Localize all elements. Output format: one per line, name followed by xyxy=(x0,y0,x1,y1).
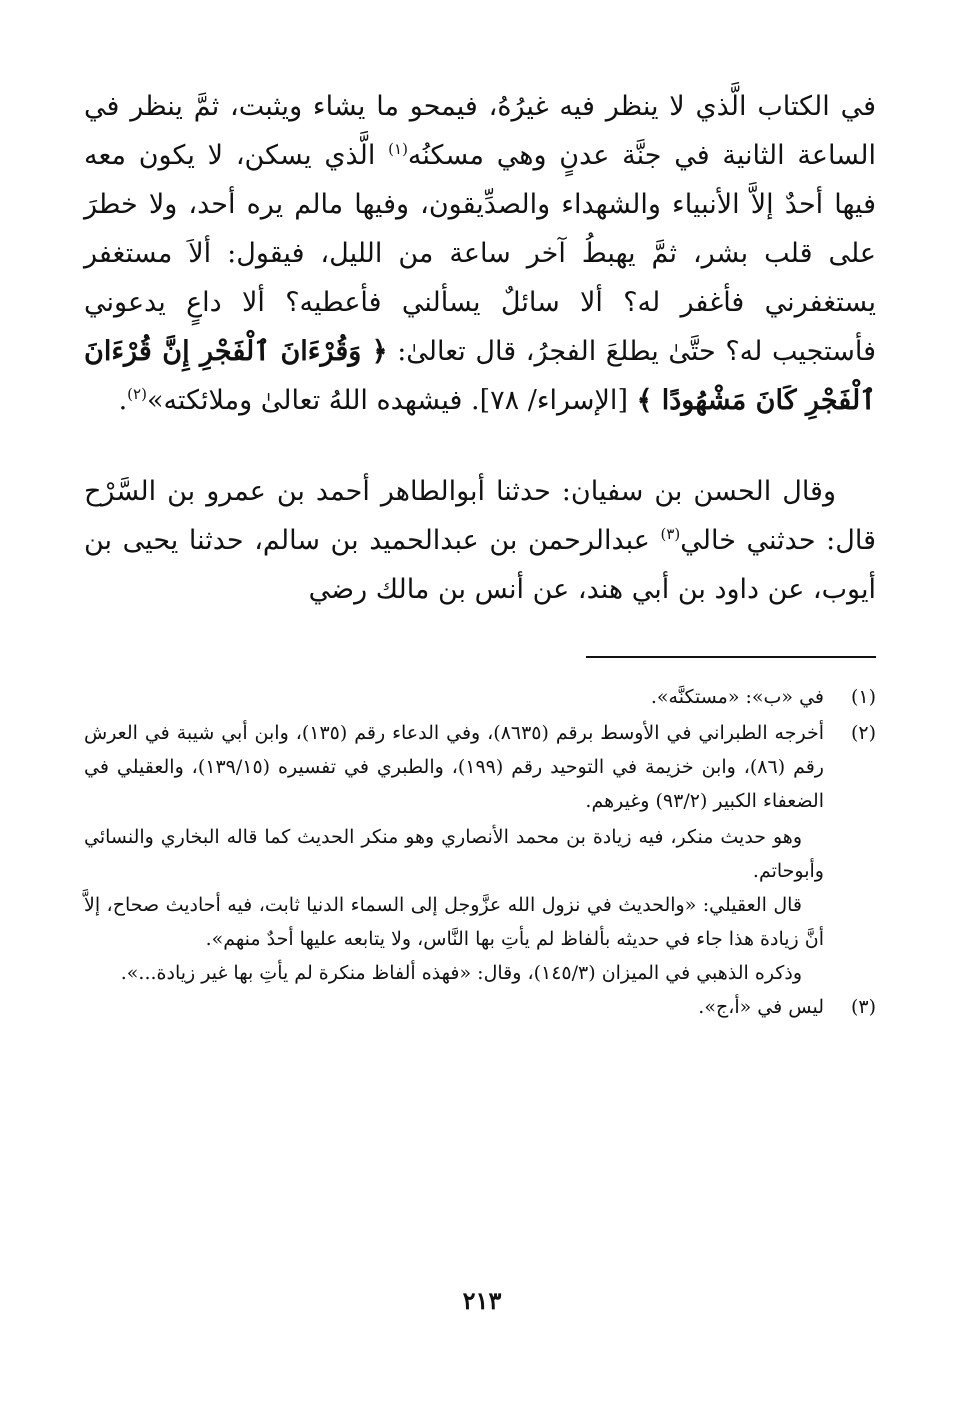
paragraph-1-text-b: الَّذي يسكن، لا يكون معه فيها أحدٌ إلاَّ الأنبياء والشهداء والصدِّيقون، وفيها مالم يره أحد، ولا خطرَ على قلب بشر، ثمَّ يهبطُ آخر ساعة من الليل، فيقول: ألاَ مستغفر يستغفرني فأغفر له؟ ألا سائلٌ يسألني فأعطيه؟ ألا داعٍ يدعوني فأستجيب له؟ حتَّىٰ يطلعَ الفجرُ، قال تعالىٰ: xyxy=(84,140,876,367)
footnote-2-continuation-1: وهو حديث منكر، فيه زيادة بن محمد الأنصاري وهو منكر الحديث كما قاله البخاري والنسائي وأبوحاتم. xyxy=(84,826,824,882)
body-paragraph-2 xyxy=(84,467,876,614)
footnote-number: (٣) xyxy=(850,996,876,1018)
footnote-separator xyxy=(586,656,876,658)
footnote-text: أخرجه الطبراني في الأوسط برقم (٨٦٣٥)، وفي الدعاء رقم (١٣٥)، وابن أبي شيبة في العرش رقم (٨٦)، وابن خزيمة في التوحيد رقم (١٩٩)، والطبري في تفسيره (١٣٩/١٥)، والعقيلي في الضعفاء الكبير (٩٣/٢) وغيرهم. xyxy=(84,722,824,812)
paragraph-1-text-c: [الإسراء/ ٧٨]. فيشهده اللهُ تعالىٰ وملائكته» xyxy=(146,385,637,416)
paragraph-2-text-b: عبدالرحمن بن عبدالحميد بن سالم، حدثنا يحيى بن أيوب، عن داود بن أبي هند، عن أنس بن مالك رضي xyxy=(84,525,876,605)
footnote-text: في «ب»: «مستكنَّه». xyxy=(650,686,824,708)
page-number: ٢١٣ xyxy=(462,1286,502,1315)
footnote-3 xyxy=(84,990,876,1024)
footnote-ref-3: (٣) xyxy=(660,525,681,543)
paragraph-1-text-a: في الكتاب الَّذي لا ينظر فيه غيرُهُ، فيمحو ما يشاء ويثبت، ثمَّ ينظر في الساعة الثانية في جنَّة عدنٍ وهي مسكنُه xyxy=(84,91,876,171)
footnote-1 xyxy=(84,680,876,714)
paragraph-1-text-d: . xyxy=(118,385,128,416)
footnote-ref-1: (١) xyxy=(388,140,408,158)
footnote-number: (٢) xyxy=(850,722,876,744)
quran-verse: ﴿ وَقُرْءَانَ ٱلْفَجْرِ إِنَّ قُرْءَانَ ٱلْفَجْرِ كَانَ مَشْهُودًا ﴾ xyxy=(84,336,876,416)
footnote-2 xyxy=(84,716,876,818)
footnote-number: (١) xyxy=(850,686,876,708)
footnote-text: ليس في «أ،ج». xyxy=(698,996,824,1018)
footnote-2-continuation-2: قال العقيلي: «والحديث في نزول الله عزَّوجل إلى السماء الدنيا ثابت، فيه أحاديث صحاح، إلاَّ أنَّ زيادة هذا جاء في حديثه بألفاظ لم يأتِ بها النَّاس، ولا يتابعه عليها أحدٌ منهم». xyxy=(84,894,824,950)
footnote-ref-2: (٢) xyxy=(127,385,147,403)
paragraph-2-text-a: وقال الحسن بن سفيان: حدثنا أبوالطاهر أحمد بن عمرو بن السَّرْح قال: حدثني خالي xyxy=(84,476,876,556)
footnote-2-continuation-3: وذكره الذهبي في الميزان (١٤٥/٣)، وقال: «فهذه ألفاظ منكرة لم يأتِ بها غير زيادة...». xyxy=(120,962,802,984)
body-paragraph-1 xyxy=(84,82,876,425)
page-content xyxy=(84,82,876,1026)
footnotes-section xyxy=(84,680,876,1024)
